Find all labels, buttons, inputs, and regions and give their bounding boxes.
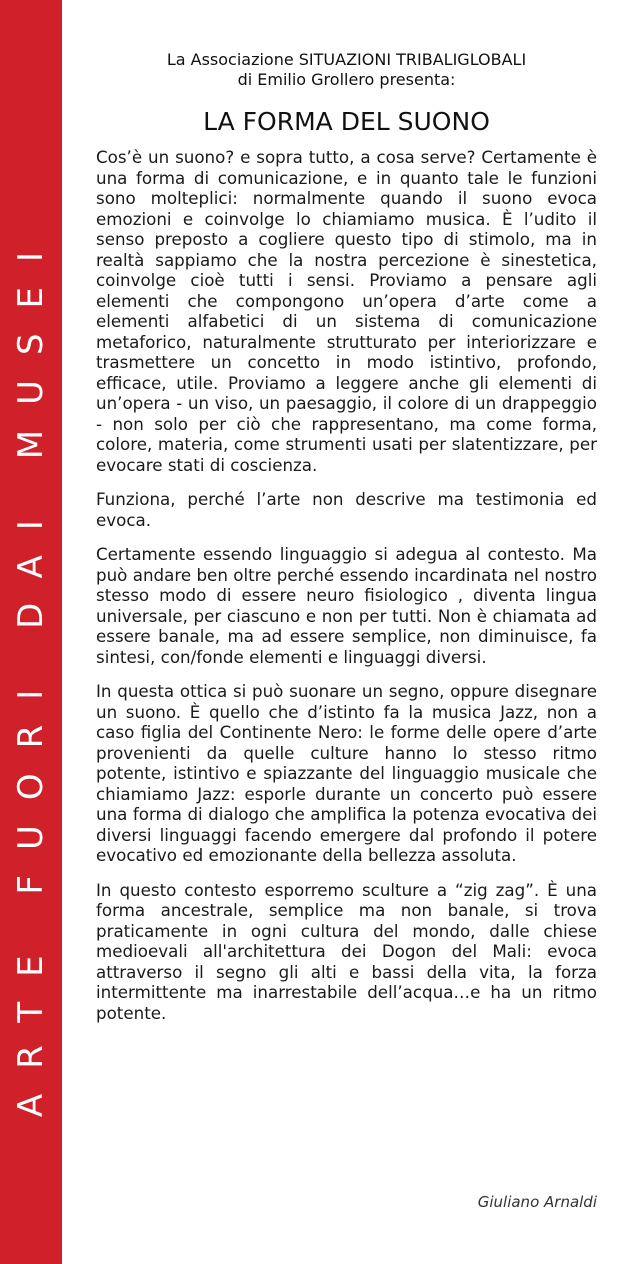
document-content bbox=[96, 0, 597, 1037]
paragraph-3: Certamente essendo linguaggio si adegua al contesto. Ma può andare ben oltre perché essendo incardinata nel nostro stesso modo di essere neuro fisiologico , diventa lingua universale, per ciascuno e non per tutti. Non è chiamata ad essere banale, ma ad essere semplice, non diminuisce, fa sintesi, con/fonde elementi e linguaggi diversi. bbox=[96, 544, 597, 667]
author-signature: Giuliano Arnaldi bbox=[477, 1193, 597, 1211]
page-title: LA FORMA DEL SUONO bbox=[203, 107, 490, 136]
paragraph-5: In questo contesto esporremo sculture a “zig zag”. È una forma ancestrale, semplice ma non banale, si trova praticamente in ogni cultura del mondo, dalle chiese medioevali all'architettura dei Dogon del Mali: evoca attraverso il segno gli alti e bassi della vita, la forza intermittente ma inarrestabile dell’acqua…e ha un ritmo potente. bbox=[96, 879, 597, 1023]
vertical-banner-text: ARTE FUORI DAI MUSEI bbox=[11, 226, 51, 1118]
paragraph-2: Funziona, perché l’arte non descrive ma testimonia ed evoca. bbox=[96, 489, 597, 530]
paragraph-1: Cos’è un suono? e sopra tutto, a cosa serve? Certamente è una forma di comunicazione, e in quanto tale le funzioni sono molteplici: normalmente quando il suono evoca emozioni e coinvolge lo chiamiamo musica. È l’udito il senso preposto a cogliere questo tipo di stimolo, ma in realtà sappiamo che la nostra percezione è sinestetica, coinvolge cioè tutti i sensi. Proviamo a pensare agli elementi che compongono un’opera d’arte come a elementi alfabetici di un sistema di comunicazione metaforico, naturalmente strutturato per interiorizzare e trasmettere un concetto in modo istintivo, profondo, efficace, utile. Proviamo a leggere anche gli elementi di un’opera - un viso, un paesaggio, il colore di un drappeggio - non solo per ciò che rappresentano, ma come forma, colore, materia, come strumenti usati per slatentizzare, per evocare stati di coscienza. bbox=[96, 147, 597, 475]
side-band bbox=[0, 0, 62, 1264]
intro-line-association: La Associazione SITUAZIONI TRIBALIGLOBALI bbox=[166, 50, 527, 69]
paragraph-4: In questa ottica si può suonare un segno, oppure disegnare un suono. È quello che d’istinto fa la musica Jazz, non a caso figlia del Continente Nero: le forme delle opere d’arte provenienti da quelle culture hanno lo stesso ritmo potente, istintivo e spiazzante del linguaggio musicale che chiamiamo Jazz: esporle durante un concerto può essere una forma di dialogo che amplifica la potenza evocativa dei diversi linguaggi facendo emergere dal profondo il potere evocativo ed emozionante della bellezza assoluta. bbox=[96, 681, 597, 865]
intro-block bbox=[96, 50, 597, 90]
intro-line-presenter: di Emilio Grollero presenta: bbox=[237, 70, 456, 89]
